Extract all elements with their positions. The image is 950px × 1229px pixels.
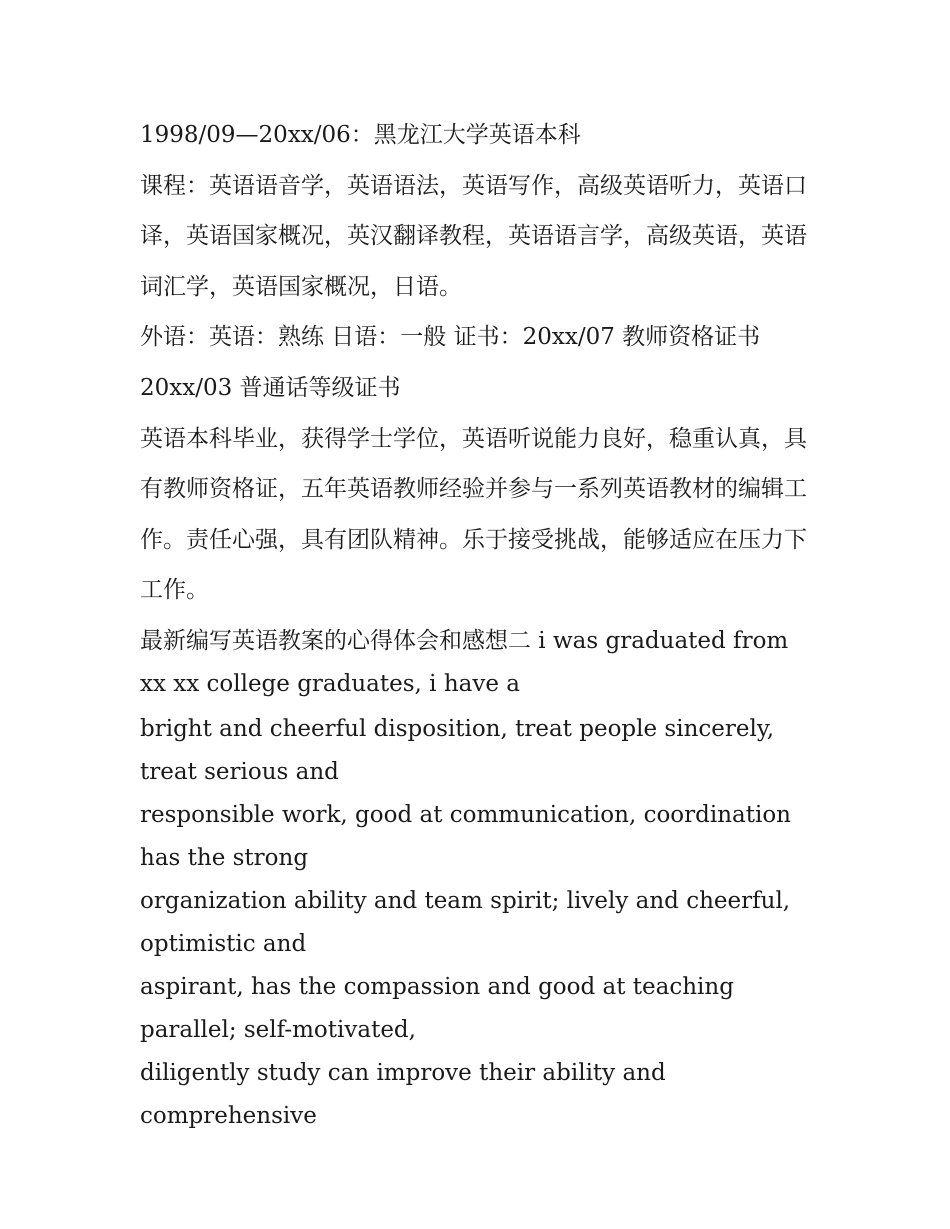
section-heading-paragraph: 最新编写英语教案的心得体会和感想二 i was graduated from xx xx college graduates, i have a [140,627,789,697]
document-page [140,110,812,1138]
english-line-3: organization ability and team spirit; lively and cheerful, optimistic and [140,887,791,957]
education-line: 1998/09—20xx/06：黑龙江大学英语本科 [140,122,581,148]
self-evaluation-paragraph: 英语本科毕业，获得学士学位，英语听说能力良好，稳重认真，具有教师资格证，五年英语教师经验并参与一系列英语教材的编辑工作。责任心强，具有团队精神。乐于接受挑战，能够适应在压力下工作。 [140,425,807,604]
languages-certificates-line: 外语：英语：熟练 日语：一般 证书：20xx/07 教师资格证书 [140,324,761,351]
english-line-4: aspirant, has the compassion and good at teaching parallel; self-motivated, [140,973,734,1043]
mandarin-certificate-line: 20xx/03 普通话等级证书 [140,374,401,401]
courses-paragraph: 课程：英语语音学，英语语法，英语写作，高级英语听力，英语口译，英语国家概况，英汉翻译教程，英语语言学，高级英语，英语词汇学，英语国家概况，日语。 [140,172,807,300]
english-line-1: bright and cheerful disposition, treat people sincerely, treat serious and [140,715,775,785]
english-line-2: responsible work, good at communication, coordination has the strong [140,801,791,871]
english-line-5: diligently study can improve their ability and comprehensive [140,1059,666,1129]
